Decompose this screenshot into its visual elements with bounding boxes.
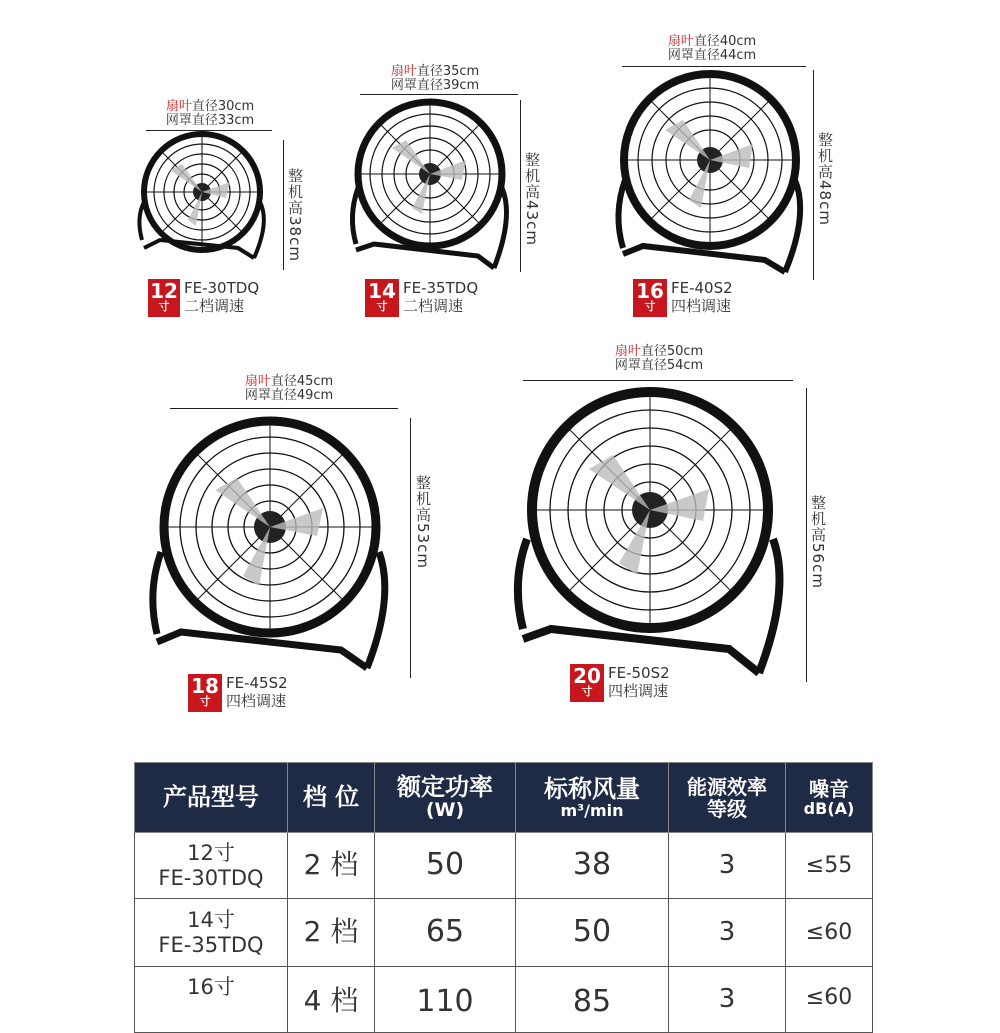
dimension-label: 扇叶直径45cm 网罩直径49cm [244, 374, 334, 403]
dimension-line [622, 66, 806, 67]
cell-model: 14寸 FE-35TDQ [135, 899, 288, 967]
fan-image [340, 96, 530, 286]
dimension-line [360, 94, 518, 95]
dimension-label: 扇叶直径40cm 网罩直径44cm [667, 34, 757, 63]
table-row [135, 899, 873, 967]
cell-airflow: 38 [516, 833, 669, 899]
header-gear: 档 位 [288, 763, 375, 833]
height-line [813, 70, 814, 280]
size-badge: 14 寸 [365, 279, 399, 317]
cell-grade: 3 [669, 967, 786, 1033]
cell-noise: ≤55 [786, 833, 873, 899]
height-label: 整机高38cm [286, 168, 304, 262]
dimension-label: 扇叶直径35cm 网罩直径39cm [390, 64, 480, 93]
fan-image [505, 383, 805, 693]
spec-table [134, 762, 873, 1033]
cell-noise: ≤60 [786, 967, 873, 1033]
table-header-row [135, 763, 873, 833]
size-badge: 18 寸 [188, 674, 222, 712]
cell-airflow: 50 [516, 899, 669, 967]
model-label: FE-50S2 四档调速 [608, 664, 670, 700]
table-row [135, 833, 873, 899]
cell-power: 110 [375, 967, 516, 1033]
cell-gear: 4 档 [288, 967, 375, 1033]
dimension-line [523, 380, 793, 381]
model-label: FE-35TDQ 二档调速 [403, 279, 479, 315]
height-label: 整机高56cm [809, 495, 827, 589]
height-label: 整机高43cm [523, 152, 541, 246]
dimension-label: 扇叶直径30cm 网罩直径33cm [165, 99, 255, 128]
cell-gear: 2 档 [288, 833, 375, 899]
dimension-line [170, 408, 398, 409]
model-label: FE-40S2 四档调速 [671, 279, 733, 315]
cell-power: 65 [375, 899, 516, 967]
fan-image [145, 412, 410, 687]
height-line [806, 388, 807, 682]
fan-image [605, 68, 820, 288]
cell-airflow: 85 [516, 967, 669, 1033]
model-label: FE-45S2 四档调速 [226, 674, 288, 710]
header-efficiency: 能源效率 等级 [669, 763, 786, 833]
header-power: 额定功率 (W) [375, 763, 516, 833]
dimension-label: 扇叶直径50cm 网罩直径54cm [614, 344, 704, 373]
size-badge: 16 寸 [633, 279, 667, 317]
model-label: FE-30TDQ 二档调速 [184, 279, 260, 315]
header-noise: 噪音 dB(A) [786, 763, 873, 833]
size-badge: 20 寸 [570, 664, 604, 702]
cell-model: 12寸 FE-30TDQ [135, 833, 288, 899]
height-line [410, 418, 411, 678]
cell-noise: ≤60 [786, 899, 873, 967]
height-line [283, 140, 284, 270]
cell-power: 50 [375, 833, 516, 899]
header-model: 产品型号 [135, 763, 288, 833]
cell-gear: 2 档 [288, 899, 375, 967]
size-badge: 12 寸 [148, 279, 180, 317]
fan-image [130, 130, 290, 280]
height-label: 整机高48cm [816, 132, 834, 226]
cell-grade: 3 [669, 899, 786, 967]
cell-model: 16寸 [135, 967, 288, 1033]
height-label: 整机高53cm [414, 475, 432, 569]
cell-grade: 3 [669, 833, 786, 899]
height-line [520, 100, 521, 272]
header-airflow: 标称风量 m³/min [516, 763, 669, 833]
